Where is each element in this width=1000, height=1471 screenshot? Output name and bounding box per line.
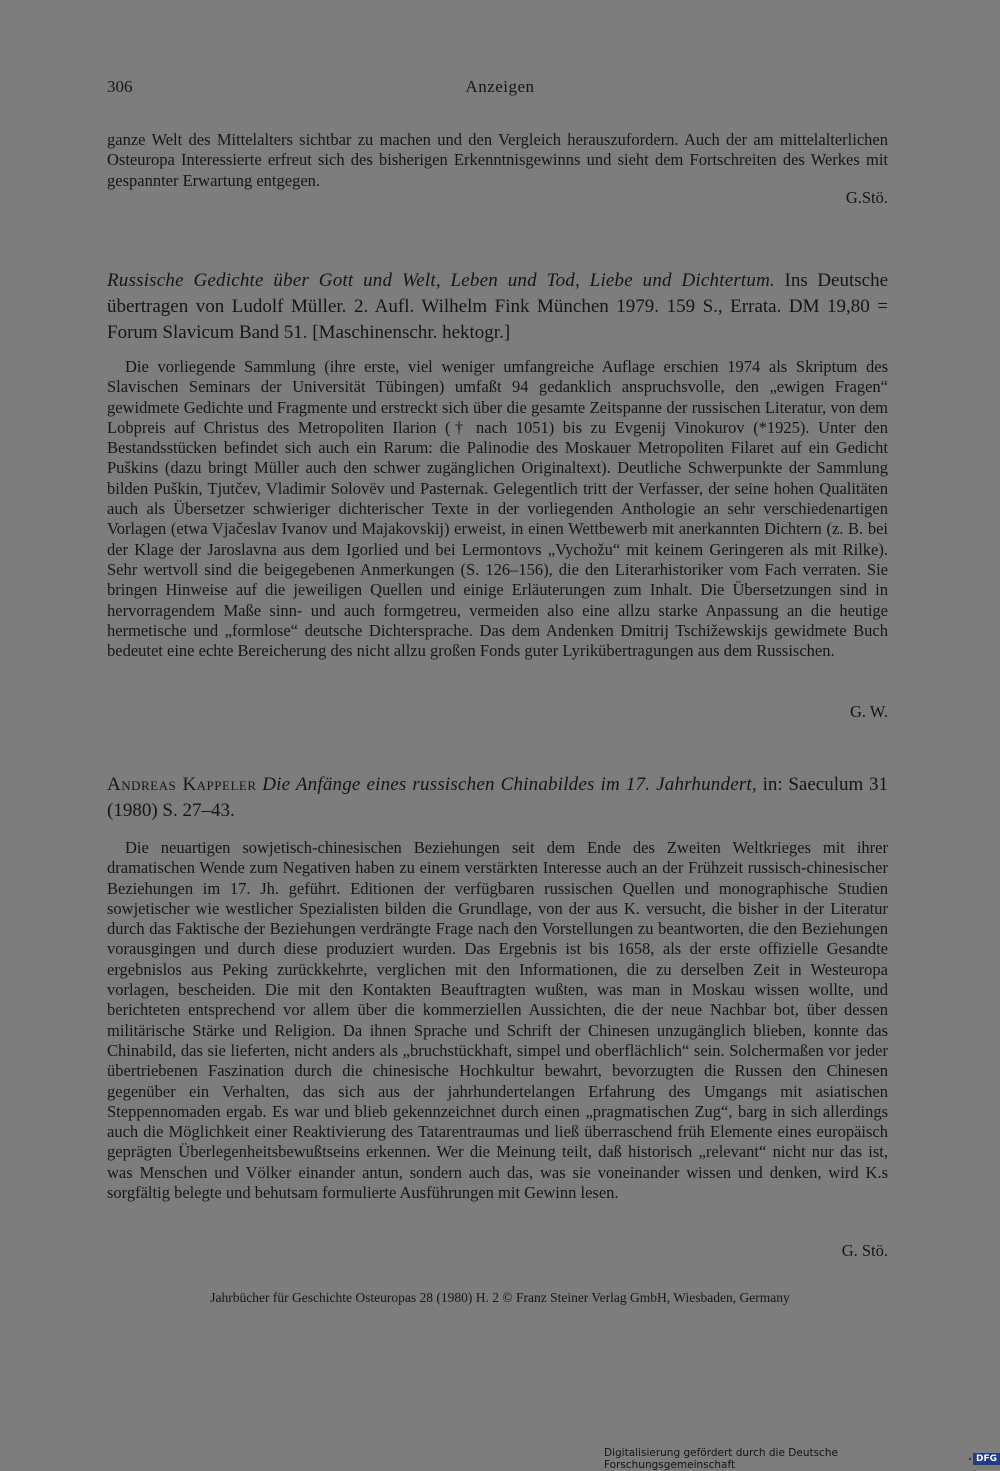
review1-signature: G. W. (849, 702, 888, 721)
review1-body (107, 357, 888, 661)
journal-footer: Jahrbücher für Geschichte Osteuropas 28 (1980) H. 2 © Franz Steiner Verlag GmbH, Wiesbaden, Germany (210, 1290, 790, 1305)
review2-paragraph: Die neuartigen sowjetisch-chinesischen Beziehungen seit dem Ende des Zweiten Weltkrieges mit ihrer dramatischen Wende zum Negativen haben zu einem verstärkten Interesse auch an der Frühzeit russisch-chinesischer Beziehungen im 17. Jh. geführt. Editionen der verfügbaren russischen Quellen und monographische Studien sowjetischer wie westlicher Spezialisten bilden die Grundlage, von der aus K. versucht, die bisher in der Literatur durch das Faktische der Beziehungen verdrängte Frage nach den Vorstellungen zu beantworten, die den Beziehungen vorausgingen und durch diese produziert wurden. Das Ergebnis ist bis 1658, als der erste offizielle Gesandte ergebnislos aus Peking zurückkehrte, verglichen mit den Informationen, die zu derselben Zeit in Westeuropa vorlagen, bescheiden. Die mit den Kontakten Beauftragten wußten, was man in Moskau wissen wollte, und berichteten entsprechend vor allem über die kommerziellen Aussichten, die der neue Nachbar bot, über dessen militärische Stärke und Religion. Da ihnen Sprache und Schrift der Chinesen unzugänglich blieben, konnte das Chinabild, das sie lieferten, nicht anders als „bruchstückhaft, simpel und oberflächlich“ sein. Solchermaßen vor jeder übertriebenen Faszination durch die chinesische Hochkultur bewahrt, bevorzugten die Russen den Chinesen gegenüber ein Verhalten, das sich aus der jahrhundertelangen Erfahrung des Umgangs mit asiatischen Steppennomaden ergab. Es war und blieb gekennzeichnet durch einen „pragmatischen Zug“, barg in sich allerdings auch die Möglichkeit einer Reaktivierung des Tatarentraumas und ließ überraschend früh Elemente eines europäisch geprägten Überlegenheitsbewußtseins erkennen. Wer die Meinung teilt, daß historisch „relevant“ nicht nur das ist, was Menschen und Völker einander antun, sondern auch das, was sie voneinander wissen und denken, wird K.s sorgfältig belegte und behutsam formulierte Ausführungen mit Gewinn lesen. (107, 838, 888, 1203)
review2-signature: G. Stö. (841, 1241, 888, 1260)
review2-body (107, 838, 888, 1203)
continuation-paragraph (107, 130, 888, 191)
review1-heading (107, 268, 888, 346)
review1-paragraph: Die vorliegende Sammlung (ihre erste, viel weniger umfangreiche Auflage erschien 1974 als Skriptum des Slavischen Seminars der Universität Tübingen) umfaßt 94 gedanklich anspruchsvolle, den „ewigen Fragen“ gewidmete Gedichte und Fragmente und erstreckt sich über die gesamte Zeitspanne der russischen Literatur, von dem Lobpreis auf Christus des Metropoliten Ilarion († nach 1051) bis zu Evgenij Vinokurov (*1925). Unter den Bestandsstücken befindet sich auch ein Rarum: die Palinodie des Moskauer Metropoliten Filaret auf ein Gedicht Puškins (dazu bringt Müller auch den schwer zugänglichen Originaltext). Deutliche Schwerpunkte der Sammlung bilden Puškin, Tjutčev, Vladimir Solovëv und Pasternak. Gelegentlich tritt der Verfasser, der seine hohen Qualitäten auch als Übersetzer schwieriger dichterischer Texte in der vorliegenden Anthologie an sehr verschiedenartigen Vorlagen (etwa Vjačeslav Ivanov und Majakovskij) erweist, in einen Wettbewerb mit anerkannten Dichtern (z. B. bei der Klage der Jaroslavna aus dem Igorlied und bei Lermontovs „Vychožu“ mit keinem Geringeren als mit Rilke). Sehr wertvoll sind die beigegebenen Anmerkungen (S. 126–156), die den Literarhistoriker vom Fach verraten. Sie bringen Hinweise auf die jeweiligen Quellen und einige Erläuterungen zum Inhalt. Die Übersetzungen sind in hervorragendem Maße sinn- und auch formgetreu, vermeiden also eine allzu starke Anpassung an die heutige hermetische und „formlose“ deutsche Dichtersprache. Das dem Andenken Dmitrij Tschižewskijs gewidmete Buch bedeutet eine echte Bereicherung des nicht allzu großen Fonds guter Lyrikübertragungen aus dem Russischen. (107, 357, 888, 661)
review1-citation: Ins Deutsche übertragen von Ludolf Müller. 2. Aufl. Wilhelm Fink München 1979. 159 S., Errata. DM 19,80 = Forum Slavicum Band 51. [Maschinenschr. hektogr.] (107, 270, 889, 343)
dfg-logo-icon: DFG (973, 1453, 1000, 1465)
continuation-text: ganze Welt des Mittelalters sichtbar zu machen und den Vergleich herauszufordern. Auch der am mittelalterlichen Osteuropa Interessierte erfreut sich des bisherigen Erkenntnisgewinns und sieht dem Fortschreiten des Werkes mit gespannter Erwartung entgegen. (107, 130, 888, 190)
review2-citation: in: Saeculum 31 (1980) S. 27–43. (107, 774, 888, 821)
digitization-notice (604, 1447, 1000, 1471)
running-head: Anzeigen (465, 77, 535, 96)
separator-dot (969, 1458, 971, 1460)
digitization-text: Digitalisierung gefördert durch die Deutsche Forschungsgemeinschaft (604, 1447, 838, 1471)
review2-heading (107, 772, 888, 824)
continuation-signature: G.Stö. (845, 188, 888, 207)
page-number: 306 (107, 77, 133, 96)
review2-author: Andreas Kappeler (107, 774, 257, 795)
review2-title: Die Anfänge eines russischen Chinabildes im 17. Jahrhundert, (262, 774, 757, 795)
review1-title: Russische Gedichte über Gott und Welt, Leben und Tod, Liebe und Dichtertum. (107, 270, 775, 291)
